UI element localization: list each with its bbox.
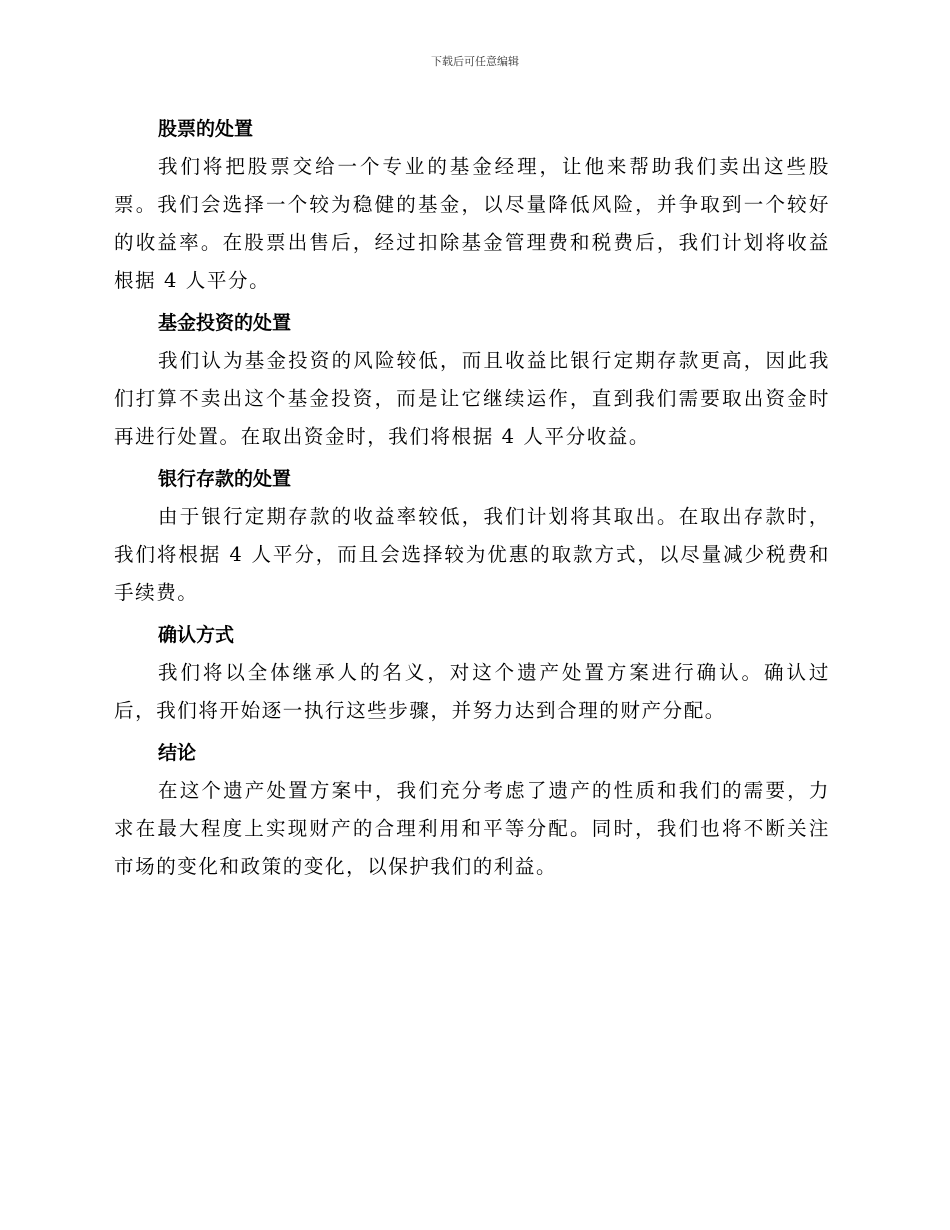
section-deposit-disposal (114, 460, 830, 612)
section-paragraph: 我们将以全体继承人的名义，对这个遗产处置方案进行确认。确认过后，我们将开始逐一执行这些步骤，并努力达到合理的财产分配。 (114, 661, 830, 722)
document-body (114, 110, 830, 890)
section-heading: 股票的处置 (158, 118, 254, 140)
section-fund-disposal (114, 304, 830, 456)
section-paragraph: 我们将把股票交给一个专业的基金经理，让他来帮助我们卖出这些股票。我们会选择一个较为稳健的基金，以尽量降低风险，并争取到一个较好的收益率。在股票出售后，经过扣除基金管理费和税费后，我们计划将收益根据 4 人平分。 (114, 155, 830, 292)
section-paragraph: 我们认为基金投资的风险较低，而且收益比银行定期存款更高，因此我们打算不卖出这个基金投资，而是让它继续运作，直到我们需要取出资金时再进行处置。在取出资金时，我们将根据 4 人平分收益。 (114, 349, 830, 448)
section-heading: 结论 (158, 742, 197, 764)
page-header: 下载后可任意编辑 (431, 55, 519, 68)
section-stock-disposal (114, 110, 830, 300)
section-conclusion (114, 734, 830, 886)
section-confirmation (114, 616, 830, 730)
section-heading: 银行存款的处置 (158, 468, 292, 490)
section-paragraph: 在这个遗产处置方案中，我们充分考虑了遗产的性质和我们的需要，力求在最大程度上实现财产的合理利用和平等分配。同时，我们也将不断关注市场的变化和政策的变化，以保护我们的利益。 (114, 779, 830, 878)
section-heading: 基金投资的处置 (158, 312, 292, 334)
section-paragraph: 由于银行定期存款的收益率较低，我们计划将其取出。在取出存款时，我们将根据 4 人平分，而且会选择较为优惠的取款方式，以尽量减少税费和手续费。 (114, 505, 830, 604)
section-heading: 确认方式 (158, 624, 235, 646)
